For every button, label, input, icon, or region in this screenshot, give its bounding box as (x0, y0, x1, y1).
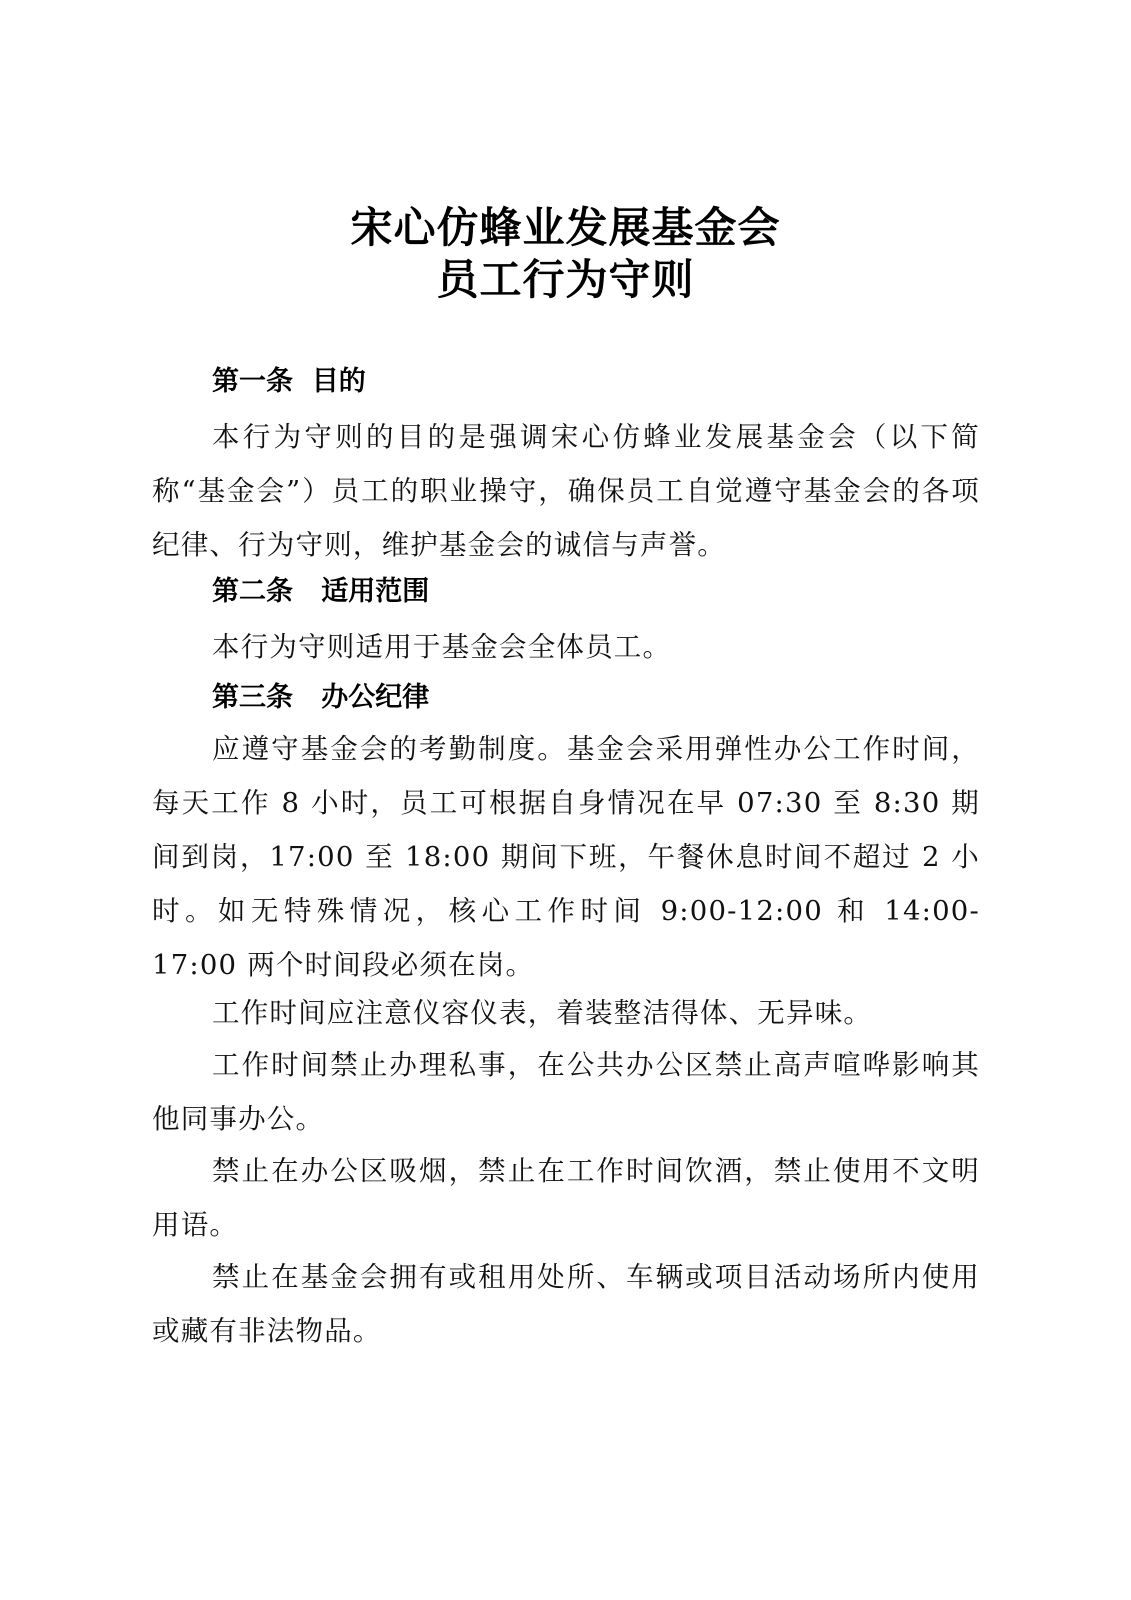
section-1-heading: 第一条 目的 (212, 366, 366, 397)
section-3-paragraph-smoking-drinking: 禁止在办公区吸烟，禁止在工作时间饮酒，禁止使用不文明用语。 (152, 1155, 980, 1241)
section-1-paragraph: 本行为守则的目的是强调宋心仿蜂业发展基金会（以下简称“基金会”）员工的职业操守，确保员工自觉遵守基金会的各项纪律、行为守则，维护基金会的诚信与声誉。 (152, 421, 980, 561)
section-2-paragraph: 本行为守则适用于基金会全体员工。 (212, 631, 672, 663)
section-3-paragraph-appearance: 工作时间应注意仪容仪表，着装整洁得体、无异味。 (212, 997, 873, 1029)
document-title-line2: 员工行为守则 (436, 255, 695, 304)
section-3-heading: 第三条 办公纪律 (212, 682, 430, 713)
section-2-heading: 第二条 适用范围 (212, 576, 430, 607)
document-title-line1: 宋心仿蜂业发展基金会 (350, 203, 781, 252)
section-3-paragraph-attendance: 应遵守基金会的考勤制度。基金会采用弹性办公工作时间，每天工作 8 小时，员工可根据自身情况在早 07:30 至 8:30 期间到岗，17:00 至 18:00 期间下班，午餐休息时间不超过 2 小时。如无特殊情况，核心工作时间 9:00-12:00 和 14:00-17:00 两个时间段必须在岗。 (152, 733, 980, 981)
section-3-paragraph-illegal-items: 禁止在基金会拥有或租用处所、车辆或项目活动场所内使用或藏有非法物品。 (152, 1261, 980, 1347)
section-3-paragraph-private-matters: 工作时间禁止办理私事，在公共办公区禁止高声喧哗影响其他同事办公。 (152, 1049, 980, 1135)
